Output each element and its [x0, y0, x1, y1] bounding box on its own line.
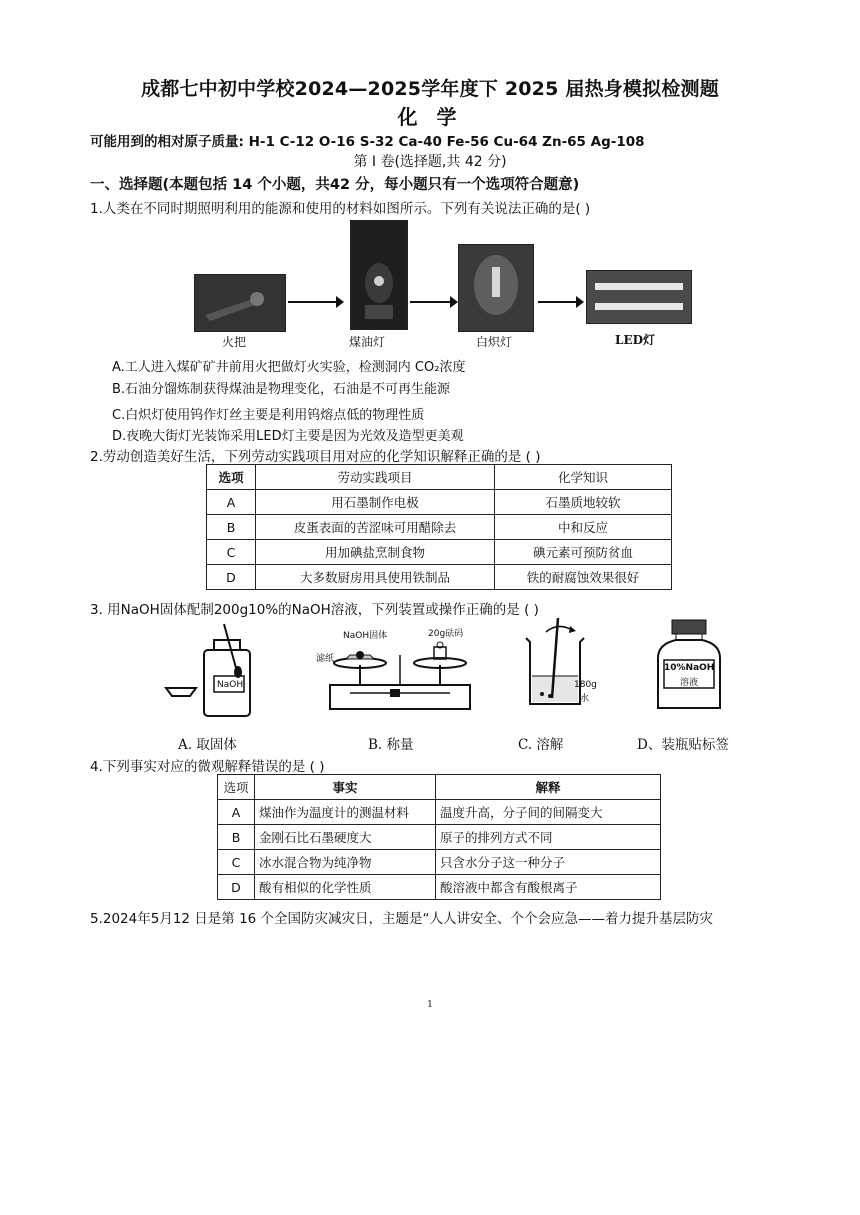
table-row: [218, 825, 661, 850]
q3-caption-d: D、装瓶贴标签: [637, 737, 729, 753]
table-row: [207, 515, 672, 540]
q3-caption-b: B. 称量: [368, 737, 414, 753]
q3-caption-a: A. 取固体: [178, 737, 237, 753]
q2-table: [206, 464, 672, 590]
arrow-icon: [408, 294, 460, 310]
table-cell: C: [218, 850, 255, 875]
table-row: [207, 465, 672, 490]
caption-incandescent: 白炽灯: [475, 335, 512, 349]
volume-heading: 第 I 卷(选择题,共 42 分): [353, 154, 507, 170]
caption-kerosene: 煤油灯: [348, 335, 385, 349]
table-cell: 皮蛋表面的苦涩味可用醋除去: [256, 515, 495, 540]
table-cell: 酸有相似的化学性质: [255, 875, 436, 900]
table-cell: 中和反应: [495, 515, 672, 540]
q1-option-d: D.夜晚大街灯光装饰采用LED灯主要是因为光效及造型更美观: [112, 429, 464, 444]
solution-label-line1: 10%NaOH: [664, 663, 715, 673]
table-cell: 碘元素可预防贫血: [495, 540, 672, 565]
water-amount-label: 180g: [574, 680, 597, 690]
arrow-icon: [286, 294, 346, 310]
section-heading: 一、选择题(本题包括 14 个小题，共42 分，每小题只有一个选项符合题意): [90, 177, 580, 193]
table-header: 化学知识: [495, 465, 672, 490]
balance-figure: [320, 635, 480, 715]
table-row: [207, 540, 672, 565]
filter-paper-label: 滤纸: [316, 654, 335, 664]
table-cell: 原子的排列方式不同: [436, 825, 661, 850]
naoh-solid-label: NaOH固体: [343, 631, 388, 641]
table-cell: 大多数厨房用具使用铁制品: [256, 565, 495, 590]
table-header: 劳动实践项目: [256, 465, 495, 490]
table-cell: 铁的耐腐蚀效果很好: [495, 565, 672, 590]
solution-label-line2: 溶液: [680, 678, 699, 688]
q5-stem: 5.2024年5月12 日是第 16 个全国防灾减灾日，主题是“人人讲安全、个个会应急——着力提升基层防灾: [90, 911, 714, 927]
table-row: [218, 775, 661, 800]
table-cell: 石墨质地较软: [495, 490, 672, 515]
torch-photo: [194, 274, 286, 332]
table-row: [218, 850, 661, 875]
table-cell: 煤油作为温度计的测温材料: [255, 800, 436, 825]
q2-stem: 2.劳动创造美好生活，下列劳动实践项目用对应的化学知识解释正确的是 ( ): [90, 449, 541, 465]
led-photo: [586, 270, 692, 324]
naoh-bottle-label: NaOH: [217, 680, 244, 690]
caption-torch: 火把: [221, 335, 246, 349]
q1-figure: [190, 218, 710, 348]
q4-table: [217, 774, 661, 900]
table-row: [218, 875, 661, 900]
table-cell: 金刚石比石墨硬度大: [255, 825, 436, 850]
table-cell: 温度升高，分子间的间隔变大: [436, 800, 661, 825]
q1-option-c: C.白炽灯使用钨作灯丝主要是利用钨熔点低的物理性质: [112, 408, 425, 423]
table-cell: 冰水混合物为纯净物: [255, 850, 436, 875]
table-cell: 用石墨制作电极: [256, 490, 495, 515]
page-title: 成都七中初中学校2024—2025学年度下 2025 届热身模拟检测题: [141, 78, 719, 100]
table-cell: B: [207, 515, 256, 540]
kerosene-lamp-photo: [350, 220, 408, 330]
table-cell: C: [207, 540, 256, 565]
table-header: 事实: [255, 775, 436, 800]
caption-led: LED灯: [615, 333, 655, 347]
incandescent-photo: [458, 244, 534, 332]
table-row: [207, 565, 672, 590]
table-header: 解释: [436, 775, 661, 800]
arrow-icon: [536, 294, 586, 310]
q3-caption-c: C. 溶解: [518, 737, 564, 753]
table-cell: 只含水分子这一种分子: [436, 850, 661, 875]
table-cell: A: [207, 490, 256, 515]
table-cell: 用加碘盐烹制食物: [256, 540, 495, 565]
table-header: 选项: [218, 775, 255, 800]
table-cell: B: [218, 825, 255, 850]
atomic-masses: 可能用到的相对原子质量: H-1 C-12 O-16 S-32 Ca-40 Fe-56 Cu-64 Zn-65 Ag-108: [90, 134, 645, 150]
subject-title: 化 学: [397, 105, 463, 129]
table-header: 选项: [207, 465, 256, 490]
q1-option-a: A.工人进入煤矿矿井前用火把做灯火实验，检测洞内 CO₂浓度: [112, 360, 466, 375]
q1-option-b: B.石油分馏炼制获得煤油是物理变化，石油是不可再生能源: [112, 382, 451, 397]
take-solid-figure: [160, 620, 260, 720]
table-cell: A: [218, 800, 255, 825]
table-row: [218, 800, 661, 825]
table-cell: D: [207, 565, 256, 590]
table-cell: D: [218, 875, 255, 900]
weight-label: 20g砝码: [428, 629, 464, 639]
water-label: 水: [580, 694, 590, 704]
table-row: [207, 490, 672, 515]
q3-stem: 3. 用NaOH固体配制200g10%的NaOH溶液，下列装置或操作正确的是 ( ): [90, 602, 539, 618]
table-cell: 酸溶液中都含有酸根离子: [436, 875, 661, 900]
q4-stem: 4.下列事实对应的微观解释错误的是 ( ): [90, 759, 325, 775]
page-number: 1: [427, 1000, 433, 1010]
q1-stem: 1.人类在不同时期照明利用的能源和使用的材料如图所示。下列有关说法正确的是( ): [90, 201, 591, 217]
